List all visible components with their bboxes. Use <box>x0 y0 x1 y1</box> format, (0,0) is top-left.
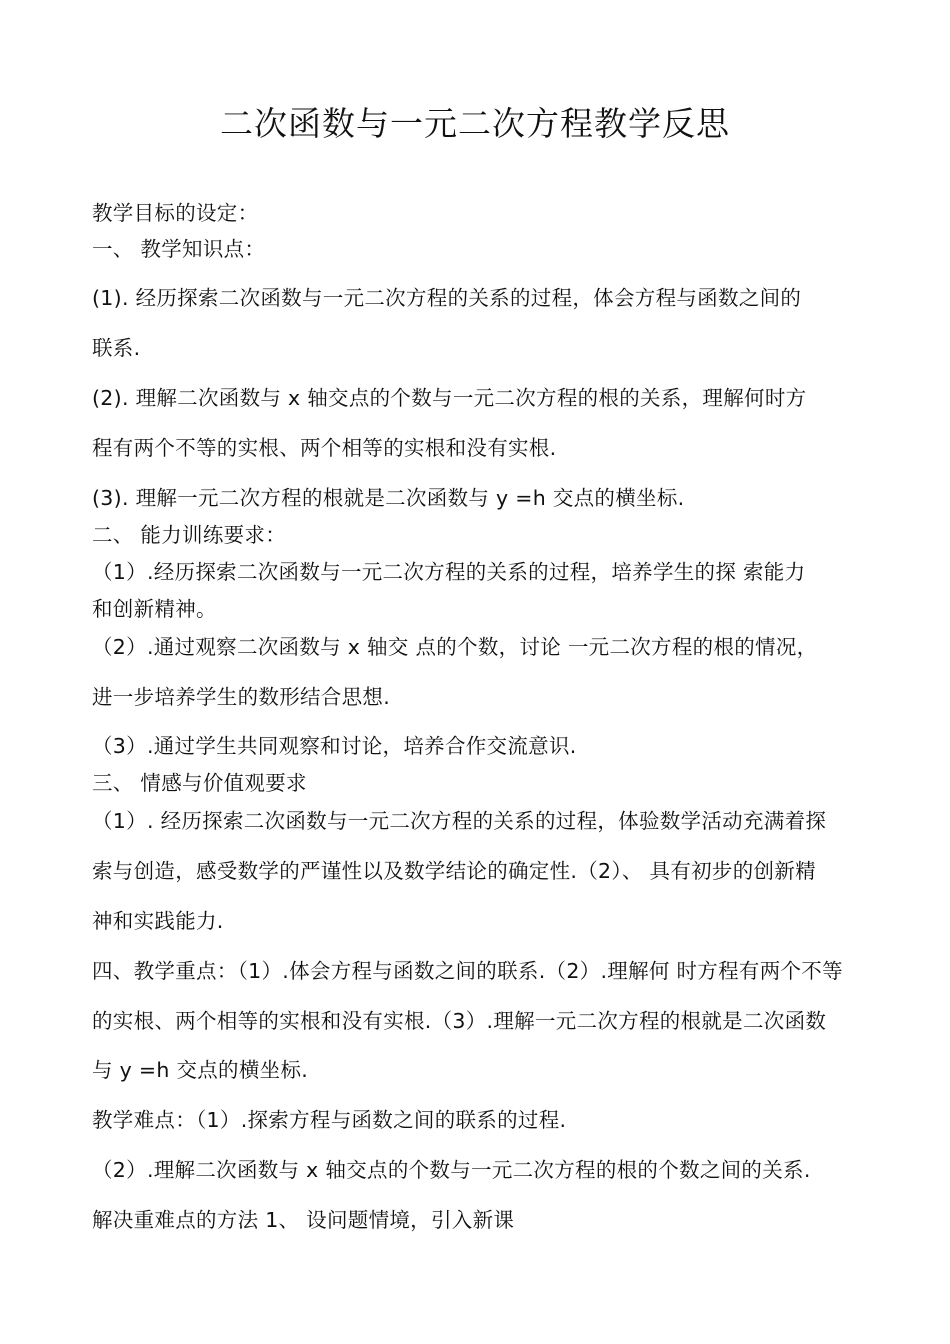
document-title: 二次函数与一元二次方程教学反思 <box>220 104 730 143</box>
text-line: 索与创造，感受数学的严谨性以及数学结论的确定性.（2）、 具有初步的创新精 <box>92 859 816 883</box>
text-line: 联系. <box>92 336 141 360</box>
text-line: （3）.通过学生共同观察和讨论，培养合作交流意识. <box>92 734 577 758</box>
text-line: 解决重难点的方法 1、 设问题情境，引入新课 <box>92 1208 515 1232</box>
text-line: 教学目标的设定： <box>92 201 259 225</box>
text-line: 的实根、两个相等的实根和没有实根.（3）.理解一元二次方程的根就是二次函数 <box>92 1009 827 1033</box>
text-line: （1）. 经历探索二次函数与一元二次方程的关系的过程，体验数学活动充满着探 <box>92 809 827 833</box>
text-line: 神和实践能力. <box>92 909 224 933</box>
text-line: (2). 理解二次函数与 x 轴交点的个数与一元二次方程的根的关系，理解何时方 <box>92 386 807 410</box>
text-line: (3). 理解一元二次方程的根就是二次函数与 y =h 交点的横坐标. <box>92 486 685 510</box>
text-line: 进一步培养学生的数形结合思想. <box>92 685 391 709</box>
text-line: （1）.经历探索二次函数与一元二次方程的关系的过程，培养学生的探 索能力 <box>92 560 806 584</box>
text-line: （2）.理解二次函数与 x 轴交点的个数与一元二次方程的根的个数之间的关系. <box>92 1158 811 1182</box>
text-line: 与 y =h 交点的横坐标. <box>92 1058 309 1082</box>
text-line: （2）.通过观察二次函数与 x 轴交 点的个数，讨论 一元二次方程的根的情况， <box>92 635 818 659</box>
text-line: 三、 情感与价值观要求 <box>92 771 307 795</box>
text-line: 一、 教学知识点： <box>92 237 266 261</box>
text-line: 程有两个不等的实根、两个相等的实根和没有实根. <box>92 436 557 460</box>
text-line: (1). 经历探索二次函数与一元二次方程的关系的过程，体会方程与函数之间的 <box>92 286 802 310</box>
text-line: 四、教学重点：（1）.体会方程与函数之间的联系.（2）.理解何 时方程有两个不等 <box>92 959 843 983</box>
text-line: 教学难点：（1）.探索方程与函数之间的联系的过程. <box>92 1108 567 1132</box>
text-line: 二、 能力训练要求： <box>92 523 287 547</box>
text-line: 和创新精神。 <box>92 597 217 621</box>
